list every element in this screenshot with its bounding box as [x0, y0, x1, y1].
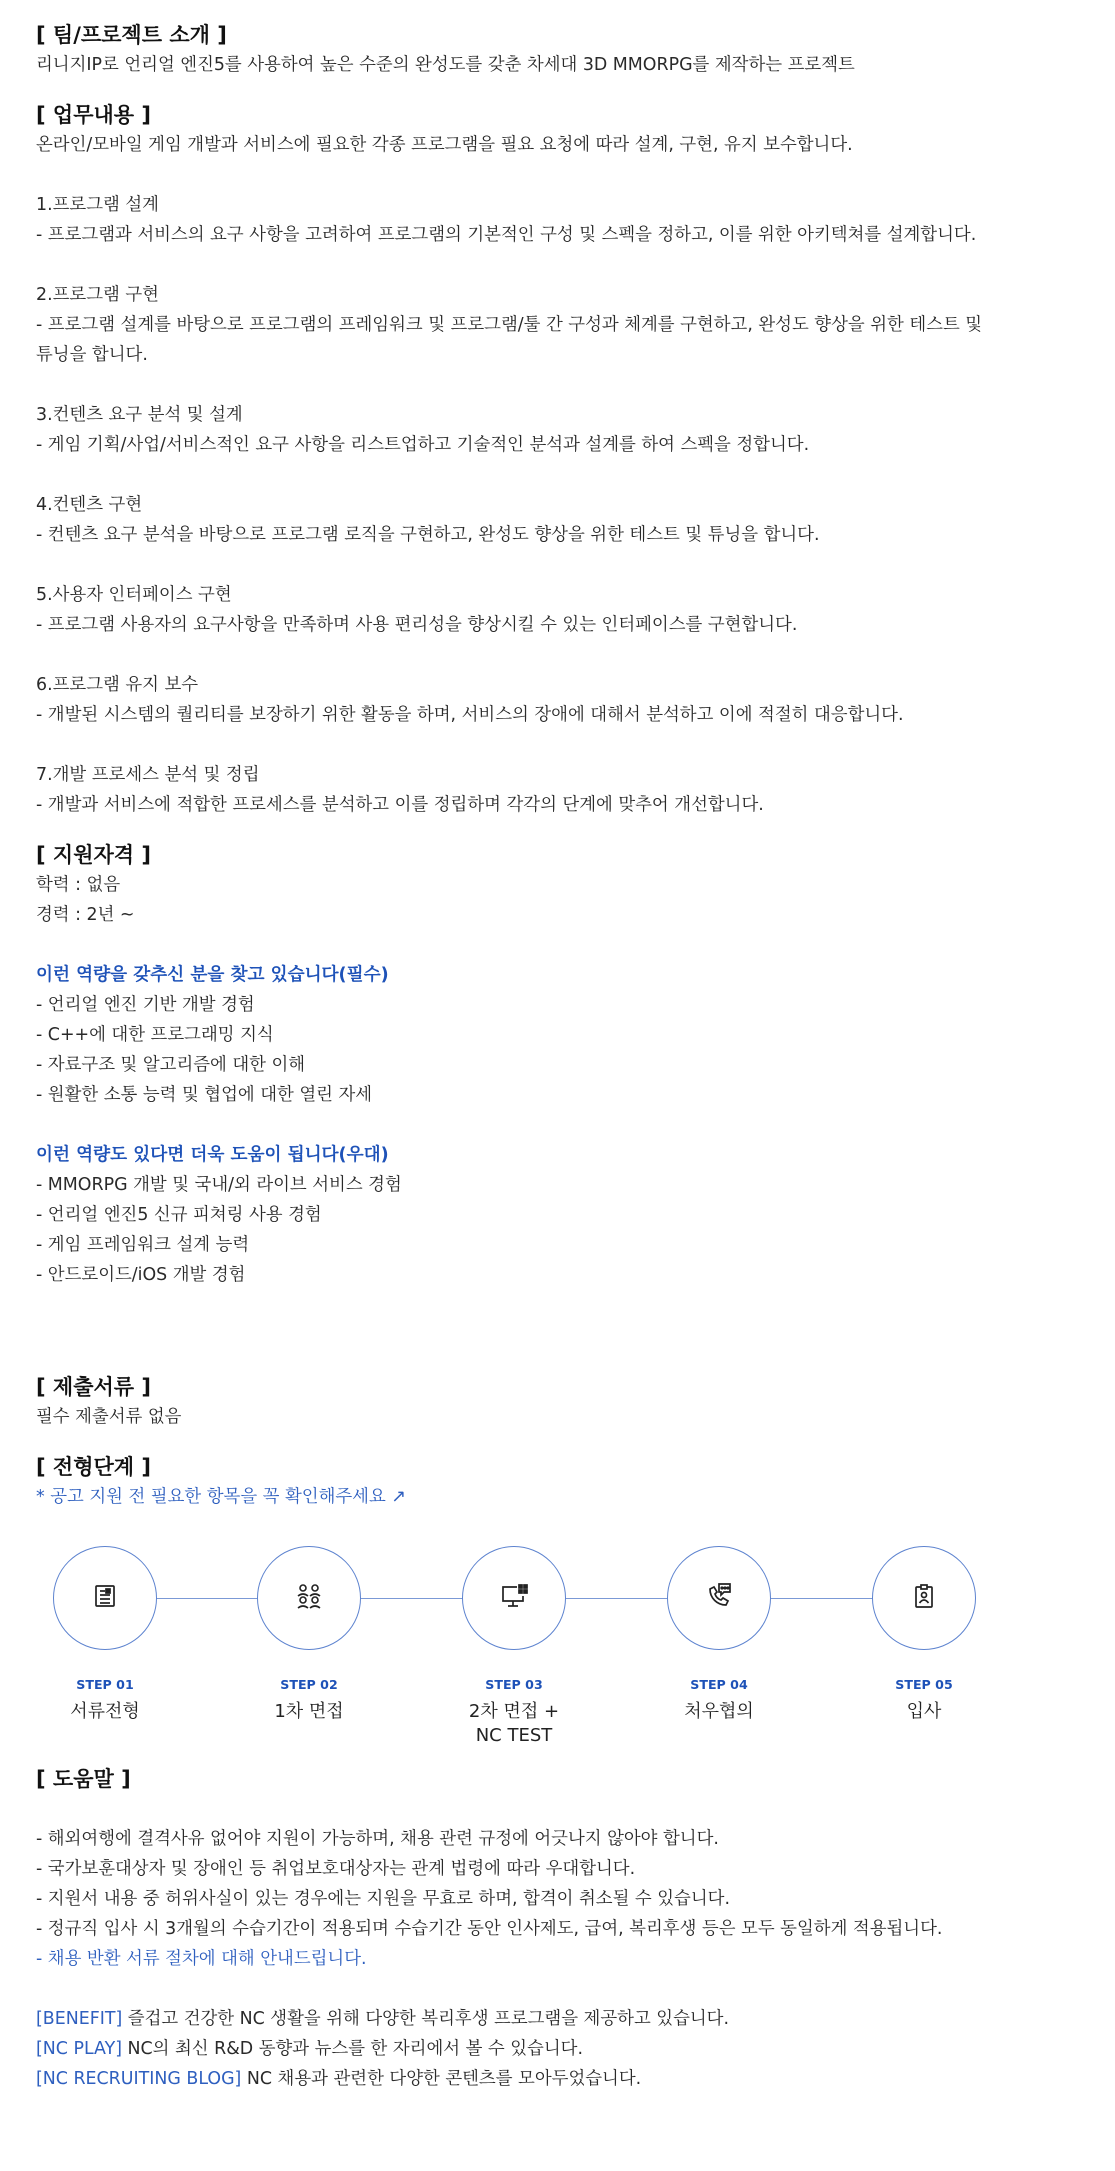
education-requirement: 학력 : 없음 [36, 875, 121, 895]
duty-desc: - 프로그램 설계를 바탕으로 프로그램의 프레임워크 및 프로그램/툴 간 구성과 체계를 구현하고, 완성도 향상을 위한 테스트 및 [36, 315, 983, 335]
job-posting [36, 20, 1096, 2094]
step-label: 입사 [906, 1701, 942, 1722]
help-item: - 해외여행에 결격사유 없어야 지원이 가능하며, 채용 관련 규정에 어긋나지 않아야 합니다. [36, 1829, 719, 1849]
help-heading: [ 도움말 ] [36, 1767, 131, 1791]
step-number: STEP 05 [895, 1677, 953, 1692]
required-skill: - 언리얼 엔진 기반 개발 경험 [36, 995, 255, 1015]
duties-heading: [ 업무내용 ] [36, 103, 151, 127]
step-label: 1차 면접 [274, 1701, 344, 1722]
step-circle [53, 1546, 157, 1650]
benefit-row [36, 2004, 1096, 2034]
duty-title: 6.프로그램 유지 보수 [36, 675, 199, 695]
required-skill: - C++에 대한 프로그래밍 지식 [36, 1025, 274, 1045]
step-first-interview [229, 1546, 389, 1724]
duty-title: 4.컨텐츠 구현 [36, 495, 143, 515]
required-skills-heading: 이런 역량을 갖추신 분을 찾고 있습니다(필수) [36, 965, 389, 985]
id-badge-icon [910, 1582, 938, 1614]
step-negotiation [639, 1546, 799, 1724]
step-document-screening [25, 1546, 185, 1724]
help-item: - 정규직 입사 시 3개월의 수습기간이 적용되며 수습기간 동안 인사제도, 급여, 복리후생 등은 모두 동일하게 적용됩니다. [36, 1919, 943, 1939]
hiring-process-steps [36, 1534, 1096, 1764]
step-label: 서류전형 [70, 1701, 140, 1722]
phone-chat-icon [704, 1581, 734, 1615]
duty-desc: - 개발된 시스템의 퀄리티를 보장하기 위한 활동을 하며, 서비스의 장애에 대해서 분석하고 이에 적절히 대응합니다. [36, 705, 904, 725]
nc-play-text: NC의 최신 R&D 동향과 뉴스를 한 자리에서 볼 수 있습니다. [122, 2039, 583, 2059]
process-notice-link[interactable]: * 공고 지원 전 필요한 항목을 꼭 확인해주세요 ↗ [36, 1487, 406, 1507]
step-number: STEP 04 [690, 1677, 748, 1692]
documents-text: 필수 제출서류 없음 [36, 1407, 182, 1427]
required-skill: - 원활한 소통 능력 및 협업에 대한 열린 자세 [36, 1085, 373, 1105]
qualifications-heading: [ 지원자격 ] [36, 843, 151, 867]
step-label: 처우협의 [684, 1701, 754, 1722]
duty-desc-continued: 튜닝을 합니다. [36, 345, 148, 365]
process-heading: [ 전형단계 ] [36, 1455, 151, 1479]
preferred-skill: - 게임 프레임워크 설계 능력 [36, 1235, 250, 1255]
duty-desc: - 프로그램과 서비스의 요구 사항을 고려하여 프로그램의 기본적인 구성 및 스펙을 정하고, 이를 위한 아키텍쳐를 설계합니다. [36, 225, 977, 245]
group-interview-icon [294, 1582, 324, 1614]
preferred-skill: - MMORPG 개발 및 국내/외 라이브 서비스 경험 [36, 1175, 402, 1195]
step-second-interview [434, 1546, 594, 1748]
step-circle [872, 1546, 976, 1650]
benefit-text: 즐겁고 건강한 NC 생활을 위해 다양한 복리후생 프로그램을 제공하고 있습니다. [122, 2009, 729, 2029]
computer-test-icon [499, 1582, 529, 1614]
preferred-skill: - 언리얼 엔진5 신규 피쳐링 사용 경험 [36, 1205, 322, 1225]
duty-title: 1.프로그램 설계 [36, 195, 159, 215]
step-label: 2차 면접 + NC TEST [468, 1701, 560, 1746]
step-number: STEP 01 [76, 1677, 134, 1692]
duty-title: 7.개발 프로세스 분석 및 정립 [36, 765, 260, 785]
intro-text: 리니지IP로 언리얼 엔진5를 사용하여 높은 수준의 완성도를 갖춘 차세대 3D MMORPG를 제작하는 프로젝트 [36, 55, 855, 75]
recruiting-blog-row [36, 2064, 1096, 2094]
duties-summary: 온라인/모바일 게임 개발과 서비스에 필요한 각종 프로그램을 필요 요청에 따라 설계, 구현, 유지 보수합니다. [36, 135, 853, 155]
step-circle [462, 1546, 566, 1650]
step-number: STEP 03 [485, 1677, 543, 1692]
duty-desc: - 개발과 서비스에 적합한 프로세스를 분석하고 이를 정립하며 각각의 단계에 맞추어 개선합니다. [36, 795, 764, 815]
preferred-skills-heading: 이런 역량도 있다면 더욱 도움이 됩니다(우대) [36, 1145, 389, 1165]
duty-desc: - 컨텐츠 요구 분석을 바탕으로 프로그램 로직을 구현하고, 완성도 향상을 위한 테스트 및 튜닝을 합니다. [36, 525, 820, 545]
step-number: STEP 02 [280, 1677, 338, 1692]
duty-title: 5.사용자 인터페이스 구현 [36, 585, 232, 605]
intro-heading: [ 팀/프로젝트 소개 ] [36, 23, 227, 47]
experience-requirement: 경력 : 2년 ~ [36, 905, 135, 925]
nc-play-link[interactable]: [NC PLAY] [36, 2039, 122, 2059]
step-onboarding [844, 1546, 1004, 1724]
help-item: - 국가보훈대상자 및 장애인 등 취업보호대상자는 관계 법령에 따라 우대합니다. [36, 1859, 636, 1879]
recruiting-blog-text: NC 채용과 관련한 다양한 콘텐츠를 모아두었습니다. [241, 2069, 642, 2089]
recruiting-blog-link[interactable]: [NC RECRUITING BLOG] [36, 2069, 242, 2089]
nc-play-row [36, 2034, 1096, 2064]
preferred-skill: - 안드로이드/iOS 개발 경험 [36, 1265, 246, 1285]
duty-desc: - 게임 기획/사업/서비스적인 요구 사항을 리스트업하고 기술적인 분석과 설계를 하여 스펙을 정합니다. [36, 435, 810, 455]
required-skill: - 자료구조 및 알고리즘에 대한 이해 [36, 1055, 306, 1075]
step-circle [257, 1546, 361, 1650]
benefit-link[interactable]: [BENEFIT] [36, 2009, 123, 2029]
step-circle [667, 1546, 771, 1650]
document-return-link[interactable]: - 채용 반환 서류 절차에 대해 안내드립니다. [36, 1949, 367, 1969]
duty-title: 3.컨텐츠 요구 분석 및 설계 [36, 405, 243, 425]
documents-heading: [ 제출서류 ] [36, 1375, 151, 1399]
help-item: - 지원서 내용 중 허위사실이 있는 경우에는 지원을 무효로 하며, 합격이 취소될 수 있습니다. [36, 1889, 730, 1909]
document-icon [91, 1582, 119, 1614]
duty-title: 2.프로그램 구현 [36, 285, 159, 305]
duty-desc: - 프로그램 사용자의 요구사항을 만족하며 사용 편리성을 향상시킬 수 있는 인터페이스를 구현합니다. [36, 615, 798, 635]
